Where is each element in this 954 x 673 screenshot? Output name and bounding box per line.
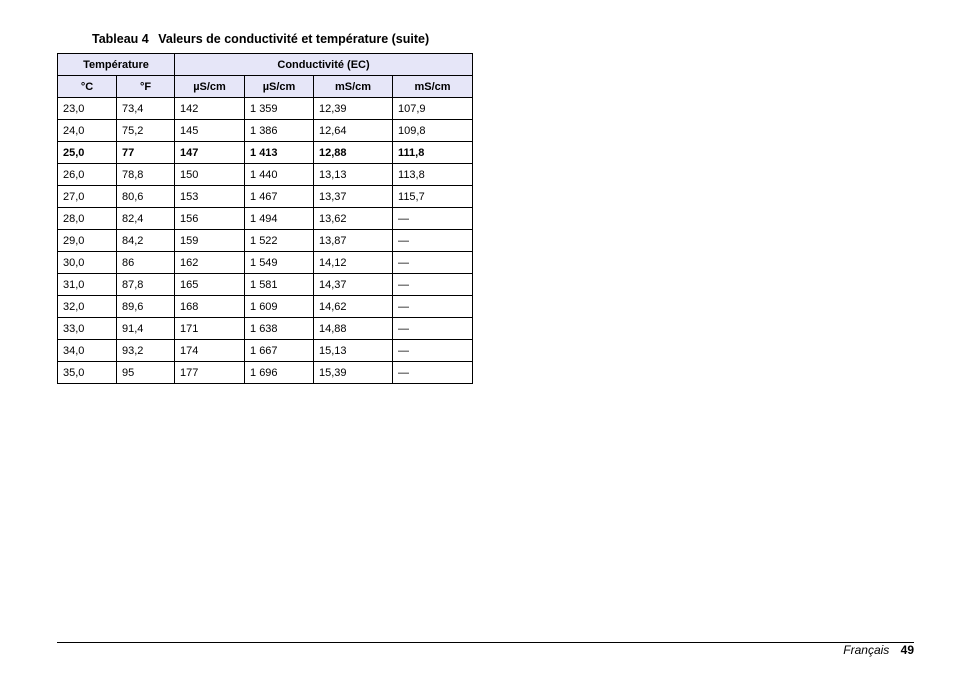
table-cell: 30,0: [58, 252, 117, 274]
table-cell: 177: [175, 362, 245, 384]
table-row: [58, 208, 473, 230]
table-cell: 12,39: [314, 98, 393, 120]
table-cell: 29,0: [58, 230, 117, 252]
unit-header-ms-cm-1: mS/cm: [314, 76, 393, 98]
table-cell: 13,13: [314, 164, 393, 186]
temperature-group-header: Température: [58, 54, 175, 76]
table-cell: 24,0: [58, 120, 117, 142]
table-cell: 14,62: [314, 296, 393, 318]
page-number: 49: [900, 643, 914, 657]
table-row: [58, 230, 473, 252]
table-cell: 107,9: [393, 98, 473, 120]
unit-header-us-cm-1: µS/cm: [175, 76, 245, 98]
table-cell: —: [393, 274, 473, 296]
table-cell: 115,7: [393, 186, 473, 208]
table-cell: 78,8: [117, 164, 175, 186]
table-cell: 1 413: [245, 142, 314, 164]
table-cell: 1 467: [245, 186, 314, 208]
table-cell: 1 522: [245, 230, 314, 252]
table-cell: 35,0: [58, 362, 117, 384]
table-row: [58, 362, 473, 384]
table-row: [58, 318, 473, 340]
table-cell: 80,6: [117, 186, 175, 208]
table-cell: 23,0: [58, 98, 117, 120]
table-cell: 33,0: [58, 318, 117, 340]
table-cell: 109,8: [393, 120, 473, 142]
table-cell: —: [393, 208, 473, 230]
table-cell: 1 440: [245, 164, 314, 186]
table-cell: 14,12: [314, 252, 393, 274]
table-caption: [92, 32, 429, 46]
table-cell: 84,2: [117, 230, 175, 252]
table-cell: 32,0: [58, 296, 117, 318]
table-row: [58, 186, 473, 208]
table-cell: 25,0: [58, 142, 117, 164]
table-cell: 156: [175, 208, 245, 230]
table-cell: 15,39: [314, 362, 393, 384]
table-cell: 31,0: [58, 274, 117, 296]
table-cell: 86: [117, 252, 175, 274]
table-unit-header-row: [58, 76, 473, 98]
table-row: [58, 296, 473, 318]
table-row: [58, 142, 473, 164]
table-cell: 73,4: [117, 98, 175, 120]
table-row: [58, 252, 473, 274]
table-cell: —: [393, 230, 473, 252]
table-cell: 27,0: [58, 186, 117, 208]
table-cell: 13,87: [314, 230, 393, 252]
table-cell: 147: [175, 142, 245, 164]
table-cell: 111,8: [393, 142, 473, 164]
unit-header-us-cm-2: µS/cm: [245, 76, 314, 98]
unit-header-ms-cm-2: mS/cm: [393, 76, 473, 98]
table-cell: 1 609: [245, 296, 314, 318]
table-cell: 174: [175, 340, 245, 362]
table-cell: 91,4: [117, 318, 175, 340]
table-cell: —: [393, 252, 473, 274]
table-cell: 14,37: [314, 274, 393, 296]
table-cell: 77: [117, 142, 175, 164]
table-cell: 89,6: [117, 296, 175, 318]
table-cell: 95: [117, 362, 175, 384]
table-cell: 87,8: [117, 274, 175, 296]
table-cell: —: [393, 318, 473, 340]
table-row: [58, 98, 473, 120]
table-row: [58, 164, 473, 186]
table-cell: 13,62: [314, 208, 393, 230]
table-body: [58, 98, 473, 384]
unit-header-celsius: °C: [58, 76, 117, 98]
table-cell: 1 696: [245, 362, 314, 384]
unit-header-fahrenheit: °F: [117, 76, 175, 98]
table-cell: —: [393, 296, 473, 318]
table-row: [58, 120, 473, 142]
table-cell: 93,2: [117, 340, 175, 362]
table-cell: 171: [175, 318, 245, 340]
table-cell: 12,88: [314, 142, 393, 164]
table-cell: 162: [175, 252, 245, 274]
table-cell: 142: [175, 98, 245, 120]
table-cell: —: [393, 362, 473, 384]
table-group-header-row: [58, 54, 473, 76]
table-cell: 165: [175, 274, 245, 296]
table-cell: 82,4: [117, 208, 175, 230]
table-cell: 168: [175, 296, 245, 318]
conductivity-temperature-table: [57, 53, 473, 384]
table-cell: 75,2: [117, 120, 175, 142]
table-cell: 13,37: [314, 186, 393, 208]
table-cell: 1 667: [245, 340, 314, 362]
table-cell: 1 359: [245, 98, 314, 120]
table-cell: 1 386: [245, 120, 314, 142]
table-cell: 1 494: [245, 208, 314, 230]
table-cell: 1 581: [245, 274, 314, 296]
table-caption-title: Valeurs de conductivité et température (suite): [158, 32, 430, 46]
footer-divider: [57, 642, 914, 643]
table-cell: 12,64: [314, 120, 393, 142]
table-cell: 159: [175, 230, 245, 252]
table-cell: 28,0: [58, 208, 117, 230]
table-cell: 34,0: [58, 340, 117, 362]
table-cell: 14,88: [314, 318, 393, 340]
table-cell: 1 549: [245, 252, 314, 274]
table-cell: —: [393, 340, 473, 362]
page-footer: [843, 643, 914, 657]
table-row: [58, 274, 473, 296]
table-cell: 150: [175, 164, 245, 186]
table-cell: 113,8: [393, 164, 473, 186]
table-caption-number: Tableau 4: [92, 32, 149, 46]
table-cell: 145: [175, 120, 245, 142]
table-cell: 26,0: [58, 164, 117, 186]
conductivity-group-header: Conductivité (EC): [175, 54, 473, 76]
footer-language: Français: [843, 643, 890, 657]
table-cell: 153: [175, 186, 245, 208]
table-cell: 1 638: [245, 318, 314, 340]
table-cell: 15,13: [314, 340, 393, 362]
table-row: [58, 340, 473, 362]
